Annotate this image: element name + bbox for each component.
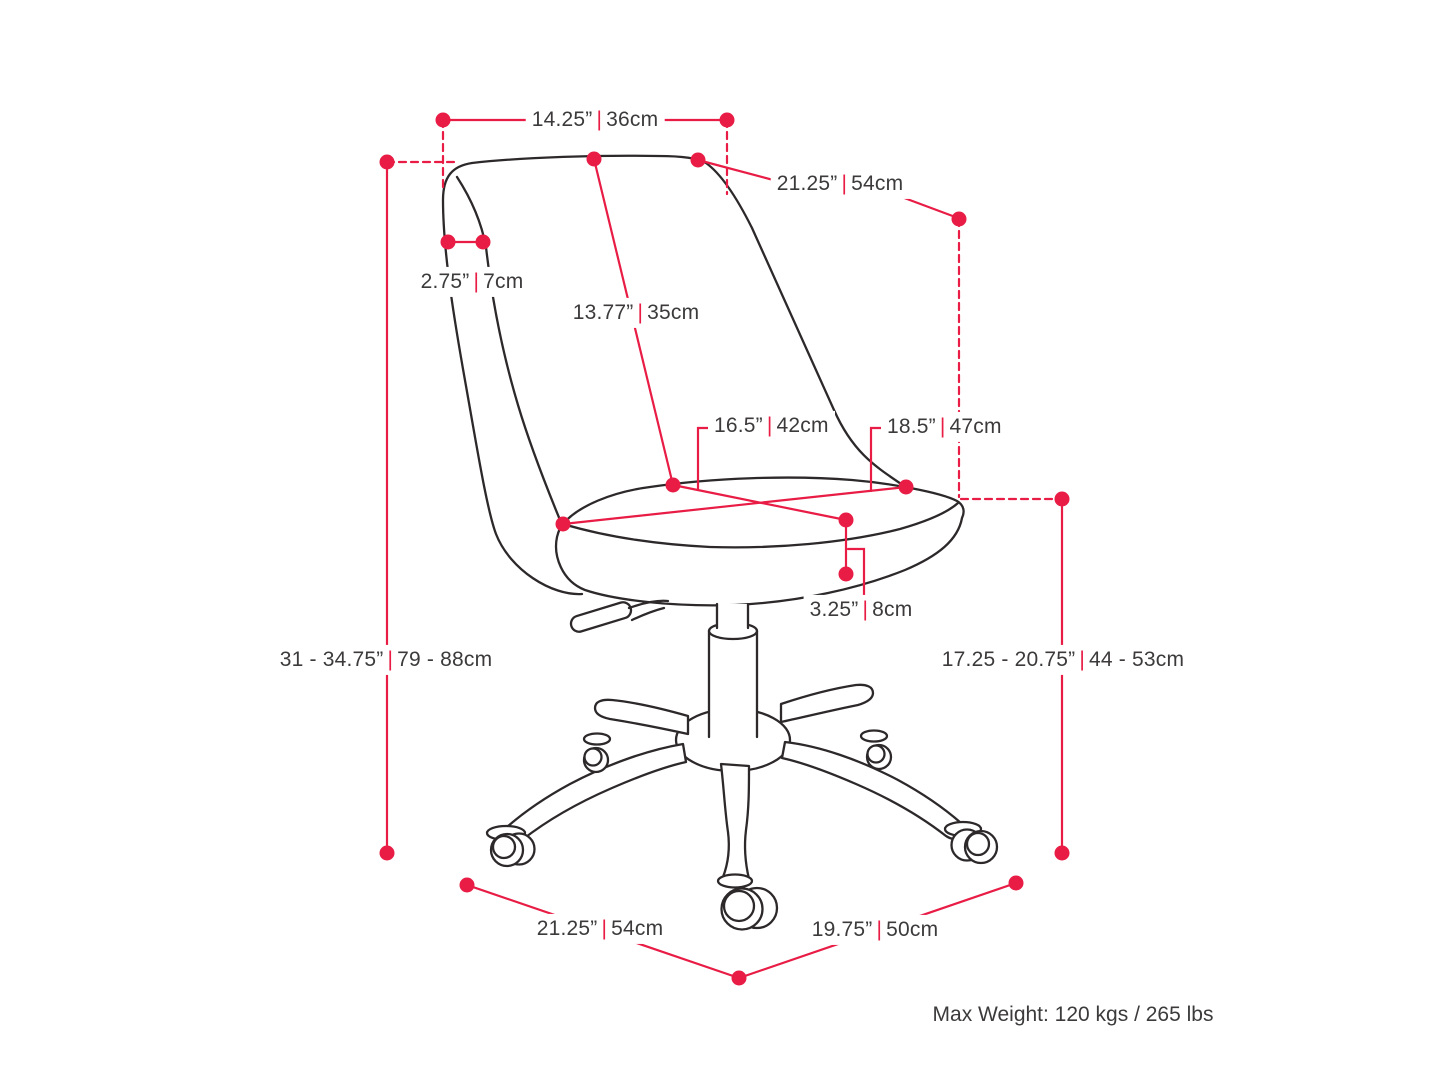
inches-value: 14.25” (531, 107, 593, 131)
cm-value: 44 - 53cm (1089, 647, 1185, 671)
dim-label-seat-height (936, 645, 1190, 675)
cm-value: 8cm (872, 597, 913, 621)
cm-value: 54cm (851, 171, 904, 195)
inches-value: 13.77” (572, 300, 634, 324)
dim-label-backrest-height (771, 169, 910, 199)
unit-separator: | (637, 300, 644, 324)
max-weight-note: Max Weight: 120 kgs / 265 lbs (932, 1003, 1214, 1026)
cm-value: 7cm (483, 269, 524, 293)
cm-value: 79 - 88cm (397, 647, 493, 671)
dim-label-overall-height (274, 645, 499, 675)
dim-back-thickness-geometry (441, 235, 491, 250)
unit-separator: | (841, 171, 848, 195)
cm-value: 35cm (647, 300, 700, 324)
dim-label-base-depth (806, 915, 945, 945)
unit-separator: | (1079, 647, 1086, 671)
dim-seat-height-geometry (1055, 505, 1070, 861)
inches-value: 17.25 - 20.75” (941, 647, 1076, 671)
unit-separator: | (862, 597, 869, 621)
unit-separator: | (387, 647, 394, 671)
dim-label-seat-width (881, 412, 1008, 442)
backrest-inner-edge (457, 177, 560, 520)
cm-value: 36cm (606, 107, 659, 131)
cm-value: 50cm (886, 917, 939, 941)
unit-separator: | (876, 917, 883, 941)
inches-value: 3.25” (809, 597, 859, 621)
cm-value: 42cm (776, 413, 829, 437)
cm-value: 54cm (611, 916, 664, 940)
adjustment-lever (569, 600, 668, 633)
inches-value: 18.5” (887, 414, 936, 438)
gas-lift-column (709, 604, 757, 737)
unit-separator: | (596, 107, 603, 131)
dim-label-seat-thickness (804, 595, 919, 625)
dim-label-base-width (531, 914, 670, 944)
inches-value: 31 - 34.75” (279, 647, 384, 671)
inches-value: 19.75” (811, 917, 873, 941)
unit-separator: | (601, 916, 608, 940)
inches-value: 2.75” (420, 269, 470, 293)
dim-backrest-height-geometry (691, 153, 1070, 507)
inches-value: 21.25” (776, 171, 838, 195)
inches-value: 21.25” (536, 916, 598, 940)
dim-label-back-thickness (415, 267, 530, 297)
unit-separator: | (473, 269, 480, 293)
unit-separator: | (766, 413, 773, 437)
unit-separator: | (939, 414, 946, 438)
dim-label-backrest-inner-height (567, 298, 706, 328)
cm-value: 47cm (949, 414, 1002, 438)
dim-label-seat-depth (708, 411, 835, 441)
dim-label-back-width (526, 105, 665, 135)
seat-cushion (556, 478, 964, 606)
inches-value: 16.5” (714, 413, 763, 437)
